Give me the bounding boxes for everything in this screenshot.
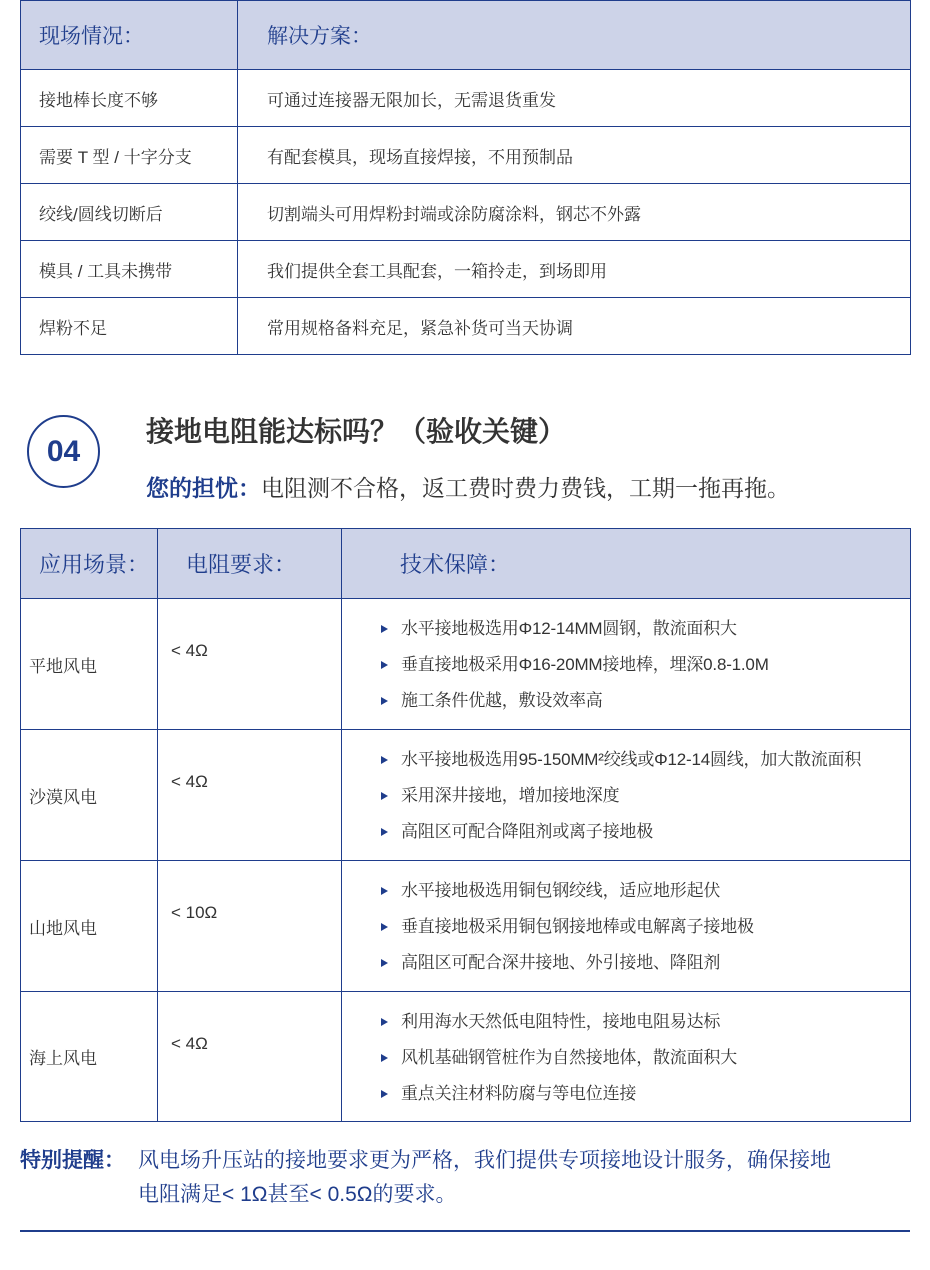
table-header-row: [21, 1, 911, 70]
tech-point: 施工条件优越，敷设效率高: [381, 689, 910, 725]
tech-point: 水平接地极选用铜包钢绞线，适应地形起伏: [381, 879, 910, 915]
table-row: [21, 184, 911, 241]
section-number-badge: 04: [27, 415, 100, 488]
resistance-cell: < 4Ω: [158, 730, 342, 861]
concern-label: 您的担忧：: [146, 475, 261, 501]
table-row: [21, 861, 911, 992]
triangle-bullet-icon: [381, 959, 388, 967]
tech-point: 垂直接地极采用铜包钢接地棒或电解离子接地极: [381, 915, 910, 951]
triangle-bullet-icon: [381, 828, 388, 836]
table-row: [21, 730, 911, 861]
tech-point: 水平接地极选用95-150MM²绞线或Φ12-14圆线，加大散流面积: [381, 748, 910, 784]
tech-point: 风机基础钢管桩作为自然接地体，散流面积大: [381, 1046, 910, 1082]
header-tech: 技术保障：: [342, 529, 911, 599]
tech-point: 水平接地极选用Φ12-14MM圆钢，散流面积大: [381, 617, 910, 653]
tech-point: 高阻区可配合降阻剂或离子接地极: [381, 820, 910, 856]
triangle-bullet-icon: [381, 625, 388, 633]
table-row: [21, 298, 911, 355]
scene-cell: 沙漠风电: [21, 730, 158, 861]
solution-cell: 我们提供全套工具配套，一箱拎走，到场即用: [238, 241, 911, 298]
tech-point: 高阻区可配合深井接地、外引接地、降阻剂: [381, 951, 910, 987]
resistance-cell: < 4Ω: [158, 992, 342, 1122]
reminder-text-line2: 电阻满足< 1Ω甚至< 0.5Ω的要求。: [138, 1183, 457, 1206]
triangle-bullet-icon: [381, 697, 388, 705]
triangle-bullet-icon: [381, 1090, 388, 1098]
table-header-row: [21, 529, 911, 599]
situation-cell: 接地棒长度不够: [21, 70, 238, 127]
concern-text: 电阻测不合格，返工费时费力费钱，工期一拖再拖。: [261, 475, 790, 501]
reminder-label: 特别提醒：: [20, 1149, 125, 1172]
header-solution: 解决方案：: [238, 1, 911, 70]
scene-cell: 海上风电: [21, 992, 158, 1122]
situation-cell: 焊粉不足: [21, 298, 238, 355]
triangle-bullet-icon: [381, 1018, 388, 1026]
bottom-divider: [20, 1230, 910, 1232]
tech-cell: [342, 599, 911, 730]
table-row: [21, 70, 911, 127]
solution-cell: 可通过连接器无限加长，无需退货重发: [238, 70, 911, 127]
header-situation: 现场情况：: [21, 1, 238, 70]
header-resistance: 电阻要求：: [158, 529, 342, 599]
triangle-bullet-icon: [381, 661, 388, 669]
tech-cell: [342, 730, 911, 861]
triangle-bullet-icon: [381, 887, 388, 895]
table-row: [21, 241, 911, 298]
triangle-bullet-icon: [381, 792, 388, 800]
scene-cell: 平地风电: [21, 599, 158, 730]
table-row: [21, 992, 911, 1122]
situation-cell: 绞线/圆线切断后: [21, 184, 238, 241]
triangle-bullet-icon: [381, 756, 388, 764]
section-concern: [146, 470, 790, 503]
tech-point: 采用深井接地，增加接地深度: [381, 784, 910, 820]
table-row: [21, 127, 911, 184]
tech-cell: [342, 861, 911, 992]
situation-cell: 需要 T 型 / 十字分支: [21, 127, 238, 184]
scene-cell: 山地风电: [21, 861, 158, 992]
section-title: 接地电阻能达标吗？（验收关键）: [146, 416, 567, 447]
solution-cell: 有配套模具，现场直接焊接，不用预制品: [238, 127, 911, 184]
resistance-cell: < 10Ω: [158, 861, 342, 992]
solution-cell: 常用规格备料充足，紧急补货可当天协调: [238, 298, 911, 355]
onsite-solutions-table: [20, 0, 911, 355]
situation-cell: 模具 / 工具未携带: [21, 241, 238, 298]
reminder-text-line1: 风电场升压站的接地要求更为严格，我们提供专项接地设计服务，确保接地: [138, 1149, 831, 1172]
solution-cell: 切割端头可用焊粉封端或涂防腐涂料，钢芯不外露: [238, 184, 911, 241]
tech-cell: [342, 992, 911, 1122]
tech-point: 垂直接地极采用Φ16-20MM接地棒，埋深0.8-1.0M: [381, 653, 910, 689]
triangle-bullet-icon: [381, 923, 388, 931]
header-scene: 应用场景：: [21, 529, 158, 599]
tech-point: 重点关注材料防腐与等电位连接: [381, 1082, 910, 1118]
resistance-cell: < 4Ω: [158, 599, 342, 730]
table-row: [21, 599, 911, 730]
tech-point: 利用海水天然低电阻特性，接地电阻易达标: [381, 1010, 910, 1046]
resistance-table: [20, 528, 911, 1122]
triangle-bullet-icon: [381, 1054, 388, 1062]
